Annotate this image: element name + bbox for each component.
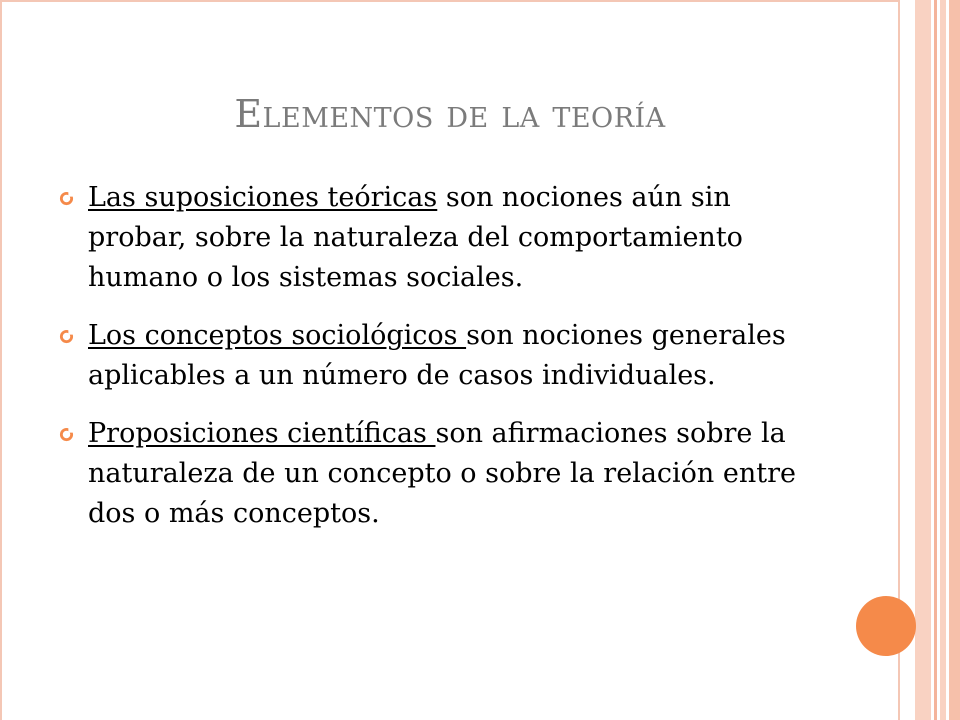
accent-circle (856, 596, 916, 656)
bullet-item (58, 316, 818, 396)
slide-title: Elementos de la teoría (234, 92, 666, 136)
bullet-text: son afirmaciones sobre la naturaleza de un concepto o sobre la relación entre dos o más conceptos. (88, 418, 797, 529)
bullet-ring-icon (59, 427, 74, 442)
bullet-ring-icon (59, 329, 74, 344)
bullet-term: Proposiciones científicas (88, 418, 436, 449)
decorative-stripe (915, 0, 931, 720)
bullet-item (58, 414, 818, 534)
bullet-ring-icon (59, 191, 74, 206)
bullet-list (58, 178, 818, 552)
bullet-text: son nociones generales aplicables a un número de casos individuales. (88, 320, 786, 391)
decorative-stripe (940, 0, 946, 720)
bullet-term: Las suposiciones teóricas (88, 182, 438, 213)
bullet-term: Los conceptos sociológicos (88, 320, 467, 351)
bullet-text: son nociones aún sin probar, sobre la naturaleza del comportamiento humano o los sistemas sociales. (88, 182, 743, 293)
bullet-item (58, 178, 818, 298)
decorative-stripe (934, 0, 937, 720)
decorative-stripe (949, 0, 960, 720)
